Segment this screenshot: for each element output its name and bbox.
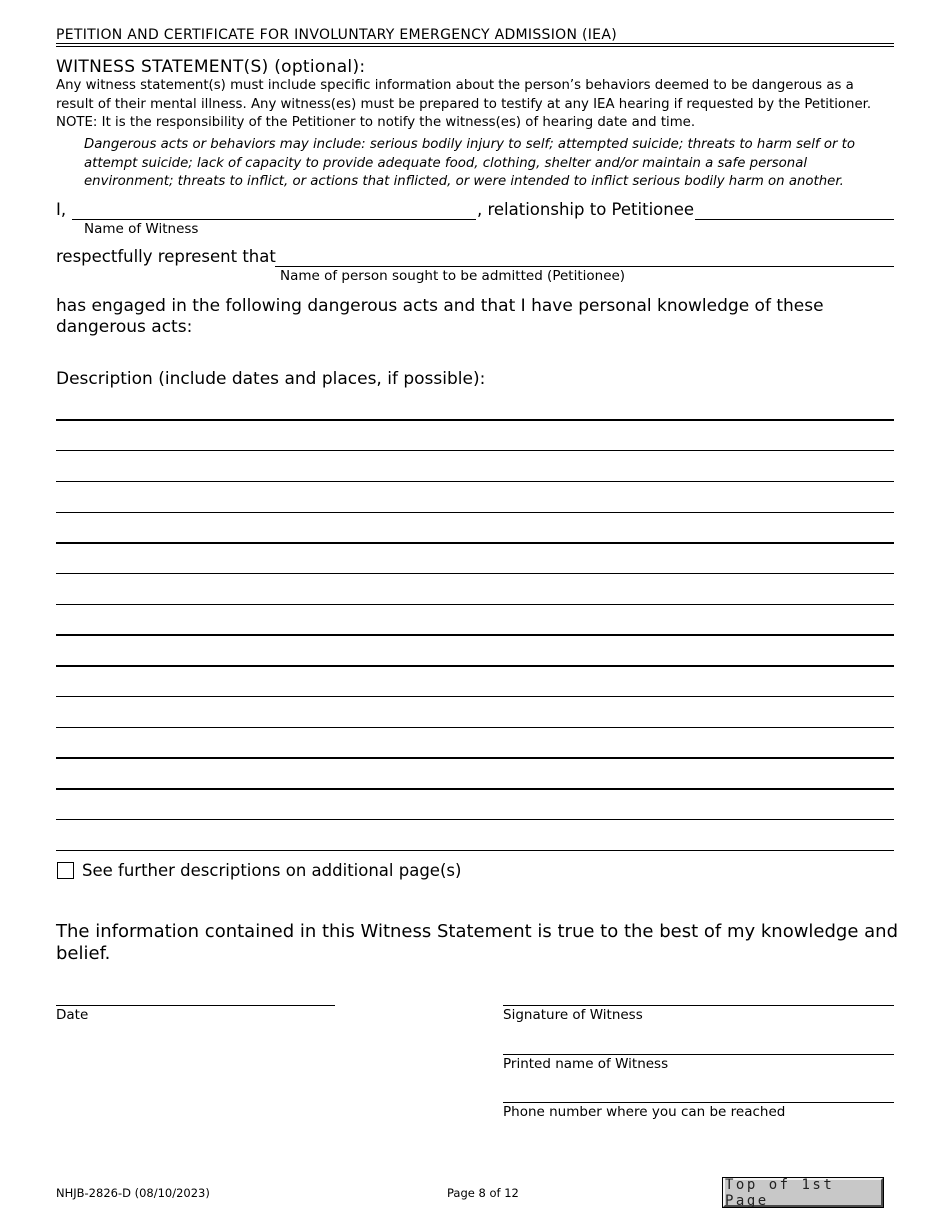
attestation-text: The information contained in this Witness Statement is true to the best of my knowledge and belief. bbox=[56, 921, 899, 964]
description-line[interactable] bbox=[56, 727, 894, 728]
relationship-label: , relationship to Petitionee bbox=[477, 200, 695, 219]
phone-label: Phone number where you can be reached bbox=[503, 1104, 786, 1120]
header-rule-top bbox=[56, 43, 894, 44]
page-number: Page 8 of 12 bbox=[447, 1186, 519, 1200]
petitionee-caption: Name of person sought to be admitted (Petitionee) bbox=[280, 268, 626, 284]
additional-pages-checkbox[interactable] bbox=[57, 862, 74, 879]
engaged-statement: has engaged in the following dangerous acts and that I have personal knowledge of these dangerous acts: bbox=[56, 296, 824, 337]
signature-field[interactable] bbox=[503, 1005, 894, 1006]
date-label: Date bbox=[56, 1007, 89, 1023]
witness-statement-title: WITNESS STATEMENT(S) (optional): bbox=[56, 57, 366, 77]
witness-name-field[interactable] bbox=[72, 219, 476, 220]
description-line[interactable] bbox=[56, 696, 894, 697]
dangerous-acts-note: Dangerous acts or behaviors may include: serious bodily injury to self; attempted suicide; threats to harm self or to attempt suicide; lack of capacity to provide adequate food, clothing, shelter and/or maintain a safe personal environment; threats to inflict, or actions that inflicted, or were intended to inflict serious bodily harm on another. bbox=[84, 137, 856, 189]
top-of-first-page-button[interactable]: Top of 1st Page bbox=[723, 1178, 883, 1207]
printed-name-field[interactable] bbox=[503, 1054, 894, 1055]
petitionee-name-field[interactable] bbox=[275, 266, 894, 267]
name-of-witness-caption: Name of Witness bbox=[84, 221, 199, 237]
printed-name-label: Printed name of Witness bbox=[503, 1056, 669, 1072]
description-line[interactable] bbox=[56, 481, 894, 482]
description-line[interactable] bbox=[56, 850, 894, 851]
relationship-field[interactable] bbox=[695, 219, 894, 220]
description-line[interactable] bbox=[56, 450, 894, 451]
form-id: NHJB-2826-D (08/10/2023) bbox=[56, 1186, 210, 1200]
description-line[interactable] bbox=[56, 757, 894, 759]
description-line[interactable] bbox=[56, 665, 894, 667]
description-line[interactable] bbox=[56, 604, 894, 605]
description-line[interactable] bbox=[56, 419, 894, 421]
description-line[interactable] bbox=[56, 788, 894, 790]
description-line[interactable] bbox=[56, 542, 894, 544]
represent-label: respectfully represent that bbox=[56, 247, 276, 266]
intro-line-1: Any witness statement(s) must include specific information about the person’s behaviors deemed to be dangerous as a bbox=[56, 78, 854, 93]
intro-note: NOTE: It is the responsibility of the Petitioner to notify the witness(es) of hearing date and time. bbox=[56, 115, 696, 130]
description-line[interactable] bbox=[56, 512, 894, 513]
additional-pages-label: See further descriptions on additional page(s) bbox=[82, 861, 462, 880]
witness-intro bbox=[56, 77, 901, 133]
description-label: Description (include dates and places, if possible): bbox=[56, 369, 486, 389]
form-header-title: PETITION AND CERTIFICATE FOR INVOLUNTARY EMERGENCY ADMISSION (IEA) bbox=[56, 27, 617, 43]
signature-label: Signature of Witness bbox=[503, 1007, 643, 1023]
header-rule-bottom bbox=[56, 46, 894, 47]
intro-line-2: result of their mental illness. Any witness(es) must be prepared to testify at any IEA hearing if requested by the Petitioner. bbox=[56, 96, 872, 112]
i-label: I, bbox=[56, 200, 67, 219]
description-line[interactable] bbox=[56, 634, 894, 636]
description-line[interactable] bbox=[56, 819, 894, 820]
phone-field[interactable] bbox=[503, 1102, 894, 1103]
description-line[interactable] bbox=[56, 573, 894, 574]
date-field[interactable] bbox=[56, 1005, 335, 1006]
